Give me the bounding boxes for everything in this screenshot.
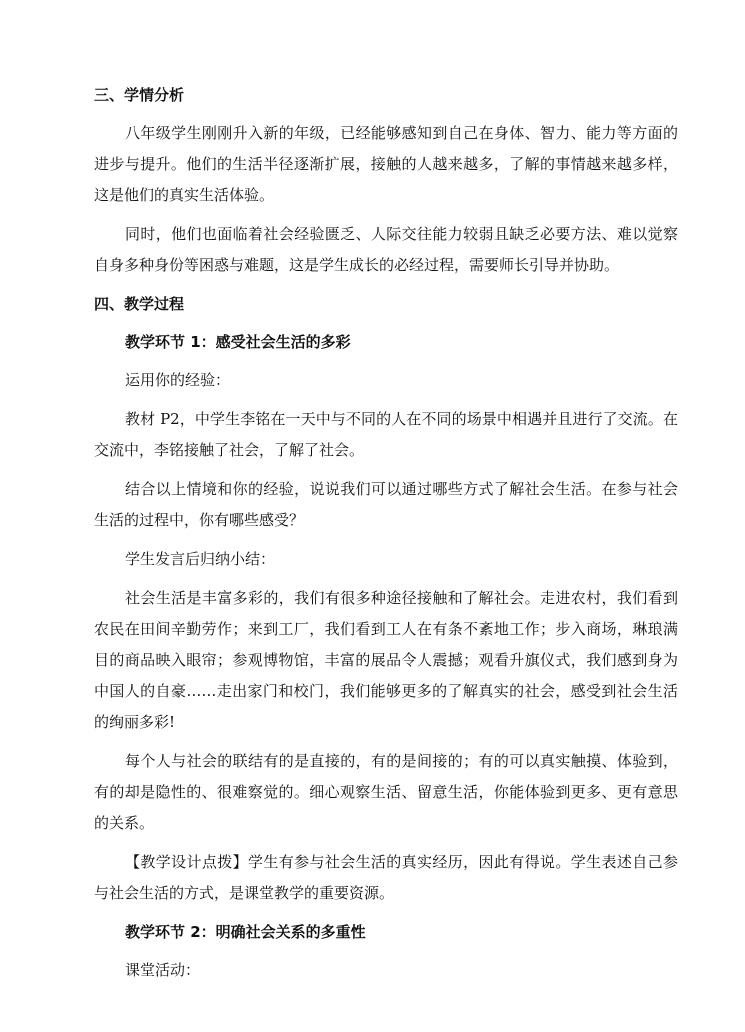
- design-tip-paragraph: 【教学设计点拨】学生有参与社会生活的真实经历，因此有得说。学生表述自己参与社会生活的方式，是课堂教学的重要资源。: [94, 853, 678, 902]
- section-heading-learner-analysis: 三、学情分析: [94, 86, 185, 104]
- paragraph: 社会生活是丰富多彩的，我们有很多种途径接触和了解社会。走进农村，我们看到农民在田间辛勤劳作；来到工厂，我们看到工人在有条不紊地工作；步入商场，琳琅满目的商品映入眼帘；参观博物馆，丰富的展品令人震撼；观看升旗仪式，我们感到身为中国人的自豪……走出家门和校门，我们能够更多的了解真实的社会，感受到社会生活的绚丽多彩!: [94, 589, 678, 731]
- step-heading-1: 教学环节 1：感受社会生活的多彩: [125, 333, 351, 351]
- paragraph: 学生发言后归纳小结：: [125, 550, 276, 568]
- paragraph: 每个人与社会的联结有的是直接的，有的是间接的；有的可以真实触摸、体验到，有的却是隐性的、很难察觉的。细心观察生活、留意生活，你能体验到更多、更有意思的关系。: [94, 752, 678, 832]
- paragraph: 运用你的经验：: [125, 371, 231, 389]
- paragraph: 教材 P2，中学生李铭在一天中与不同的人在不同的场景中相遇并且进行了交流。在交流中，李铭接触了社会，了解了社会。: [94, 410, 678, 459]
- step-heading-2: 教学环节 2：明确社会关系的多重性: [125, 923, 366, 941]
- paragraph: 八年级学生刚刚升入新的年级，已经能够感知到自己在身体、智力、能力等方面的进步与提升。他们的生活半径逐渐扩展，接触的人越来越多，了解的事情越来越多样，这是他们的真实生活体验。: [94, 124, 678, 204]
- paragraph: 同时，他们也面临着社会经验匮乏、人际交往能力较弱且缺乏必要方法、难以觉察自身多种身份等困惑与难题，这是学生成长的必经过程，需要师长引导并协助。: [94, 225, 678, 274]
- paragraph: 课堂活动：: [125, 961, 201, 979]
- paragraph: 结合以上情境和你的经验，说说我们可以通过哪些方式了解社会生活。在参与社会生活的过程中，你有哪些感受？: [94, 480, 678, 529]
- document-body: [94, 80, 678, 994]
- section-heading-teaching-process: 四、教学过程: [94, 295, 185, 313]
